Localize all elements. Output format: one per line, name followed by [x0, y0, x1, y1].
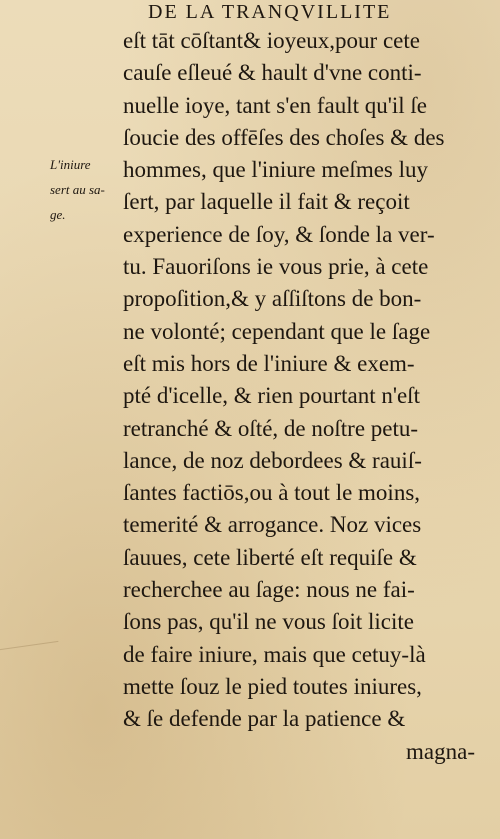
- text-line: hommes, que l'iniure meſmes luy: [123, 157, 429, 183]
- text-line: tu. Fauoriſons ie vous prie, à cete: [123, 254, 429, 280]
- text-line: & ſe defende par la patience &: [123, 706, 406, 732]
- text-line: recherchee au ſage: nous ne fai-: [123, 577, 415, 603]
- text-line: pté d'icelle, & rien pourtant n'eſt: [123, 383, 420, 409]
- margin-note-line: L'iniure: [50, 157, 91, 172]
- text-line: eſt mis hors de l'iniure & exem-: [123, 350, 415, 376]
- text-line: ſantes factiōs,ou à tout le moins,: [123, 480, 421, 506]
- text-line: eſt tāt cōſtant& ioyeux,pour cete: [123, 28, 420, 53]
- margin-note: [50, 152, 122, 227]
- text-line: retranché & oſté, de noſtre petu-: [123, 415, 419, 441]
- text-line: experience de ſoy, & ſonde la ver-: [123, 221, 435, 247]
- text-line: temerité & arrogance. Noz vices: [123, 512, 422, 538]
- text-line: de faire iniure, mais que cetuy-là: [123, 641, 426, 667]
- text-line: ſoucie des offēſes des choſes & des: [123, 124, 445, 150]
- text-line: ſert, par laquelle il fait & reçoit: [123, 189, 410, 215]
- text-line: ſons pas, qu'il ne vous ſoit licite: [123, 609, 414, 635]
- text-line: cauſe eſleué & hault d'vne conti-: [123, 60, 422, 86]
- margin-note-line: ge.: [50, 207, 66, 222]
- body-text: [123, 25, 475, 768]
- catchword: magna-: [406, 738, 475, 764]
- text-line: lance, de noz debordees & rauiſ-: [123, 447, 422, 473]
- text-line: propoſition,& y aſſiſtons de bon-: [123, 286, 422, 312]
- paper-crease: [0, 641, 61, 670]
- text-line: ſauues, cete liberté eſt requiſe &: [123, 544, 417, 570]
- text-line: ne volonté; cependant que le ſage: [123, 318, 431, 344]
- margin-note-line: sert au sa-: [50, 182, 105, 197]
- text-line: mette ſouz le pied toutes iniures,: [123, 673, 422, 699]
- running-head: DE LA TRANQVILLITE: [148, 1, 392, 23]
- text-line: nuelle ioye, tant s'en fault qu'il ſe: [123, 92, 428, 118]
